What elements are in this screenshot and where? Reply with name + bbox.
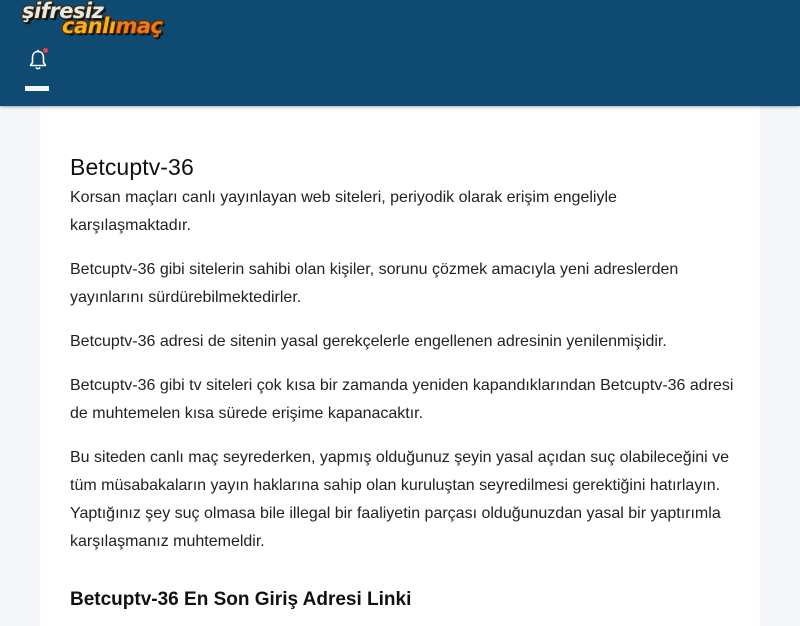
article-title: Betcuptv-36 [70,154,194,180]
hamburger-menu-icon[interactable] [25,86,49,91]
notification-badge [43,48,48,53]
section-heading: Betcuptv-36 En Son Giriş Adresi Linki [70,589,412,610]
article-paragraph: Betcuptv-36 gibi sitelerin sahibi olan kişiler, sorunu çözmek amacıyla yeni adreslerden yayınlarını sürdürebilmektedirler. [70,261,679,306]
site-logo[interactable] [20,0,170,42]
site-header [0,0,800,106]
logo-text-mac: maç [115,14,163,38]
article-content [70,150,735,572]
article-paragraph: Bu siteden canlı maç seyrederken, yapmış olduğunuz şeyin yasal açıdan suç olabileceğini ve tüm müsabakaların yayın haklarına sahip olan kuruluştan seyredilmesi gerektiğini hatırlayın. Yaptığınız şey suç olmasa bile illegal bir faaliyetin parçası olduğunuzdan yasal bir yaptırımla karşılaşmanız muhtemeldir. [70,449,730,550]
logo-text-line2 [62,16,162,37]
logo-text-canli: canlı [62,14,116,38]
logo-text-line1: şifresiz [22,0,104,23]
article-paragraph: Betcuptv-36 gibi tv siteleri çok kısa bir zamanda yeniden kapandıklarından Betcuptv-36 adresi de muhtemelen kısa sürede erişime kapanacaktır. [70,377,734,422]
article-paragraph: Betcuptv-36 adresi de sitenin yasal gerekçelerle engellenen adresinin yenilenmişidir. [70,333,667,350]
article-paragraph: Korsan maçları canlı yayınlayan web siteleri, periyodik olarak erişim engeliyle karşılaşmaktadır. [70,189,617,234]
